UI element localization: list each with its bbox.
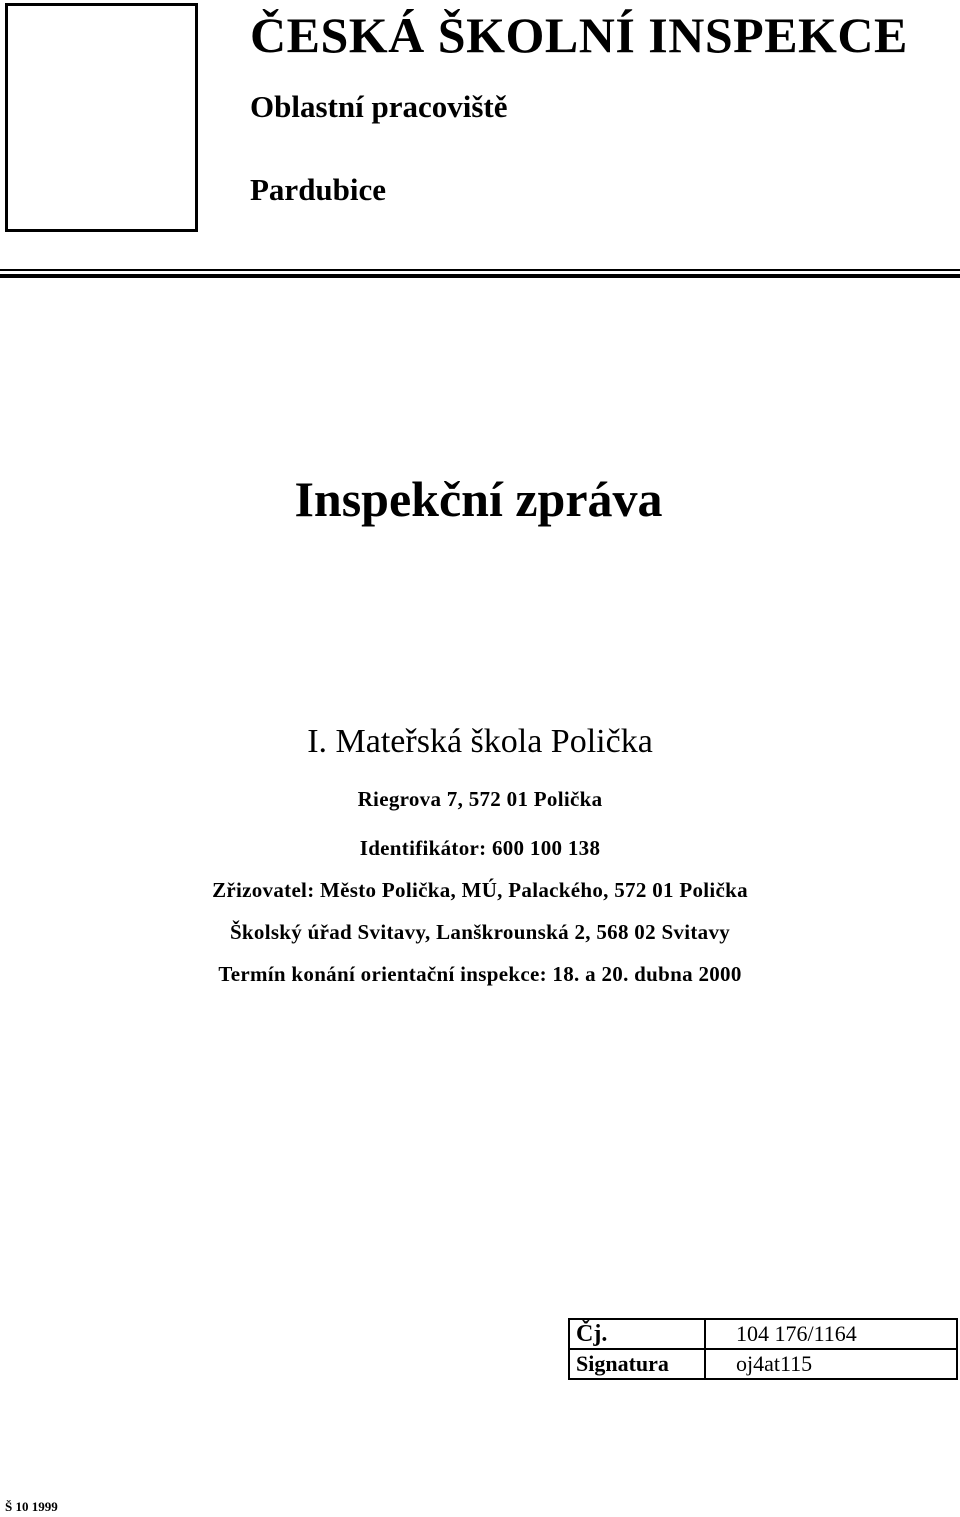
reference-label: Signatura: [569, 1349, 705, 1379]
reference-row: [569, 1319, 957, 1349]
reference-value: 104 176/1164: [705, 1319, 957, 1349]
office-city: Pardubice: [250, 172, 387, 207]
document-type-title: [0, 470, 960, 528]
school-address: Riegrova 7, 572 01 Polička: [357, 787, 603, 811]
inspection-date: Termín konání orientační inspekce: 18. a 20. dubna 2000: [218, 962, 742, 986]
school-founder: Zřizovatel: Město Polička, MÚ, Palackého, 572 01 Polička: [212, 878, 748, 902]
reference-table: [568, 1318, 958, 1380]
form-code: Š 10 1999: [5, 1499, 58, 1514]
logo-frame: [5, 3, 198, 232]
reference-value: oj4at115: [705, 1349, 957, 1379]
school-office: Školský úřad Svitavy, Lanškrounská 2, 568 02 Svitavy: [229, 920, 731, 944]
organization-title: ČESKÁ ŠKOLNÍ INSPEKCE: [250, 7, 908, 63]
reference-row: [569, 1349, 957, 1379]
school-identifier: Identifikátor: 600 100 138: [359, 836, 601, 860]
school-name: I. Mateřská škola Polička: [307, 723, 653, 760]
header-divider-thin: [0, 269, 960, 271]
office-name: Oblastní pracoviště: [250, 89, 508, 124]
reference-label: Čj.: [569, 1319, 705, 1349]
header-divider-thick: [0, 274, 960, 278]
document-type-text: Inspekční zpráva: [294, 471, 663, 527]
